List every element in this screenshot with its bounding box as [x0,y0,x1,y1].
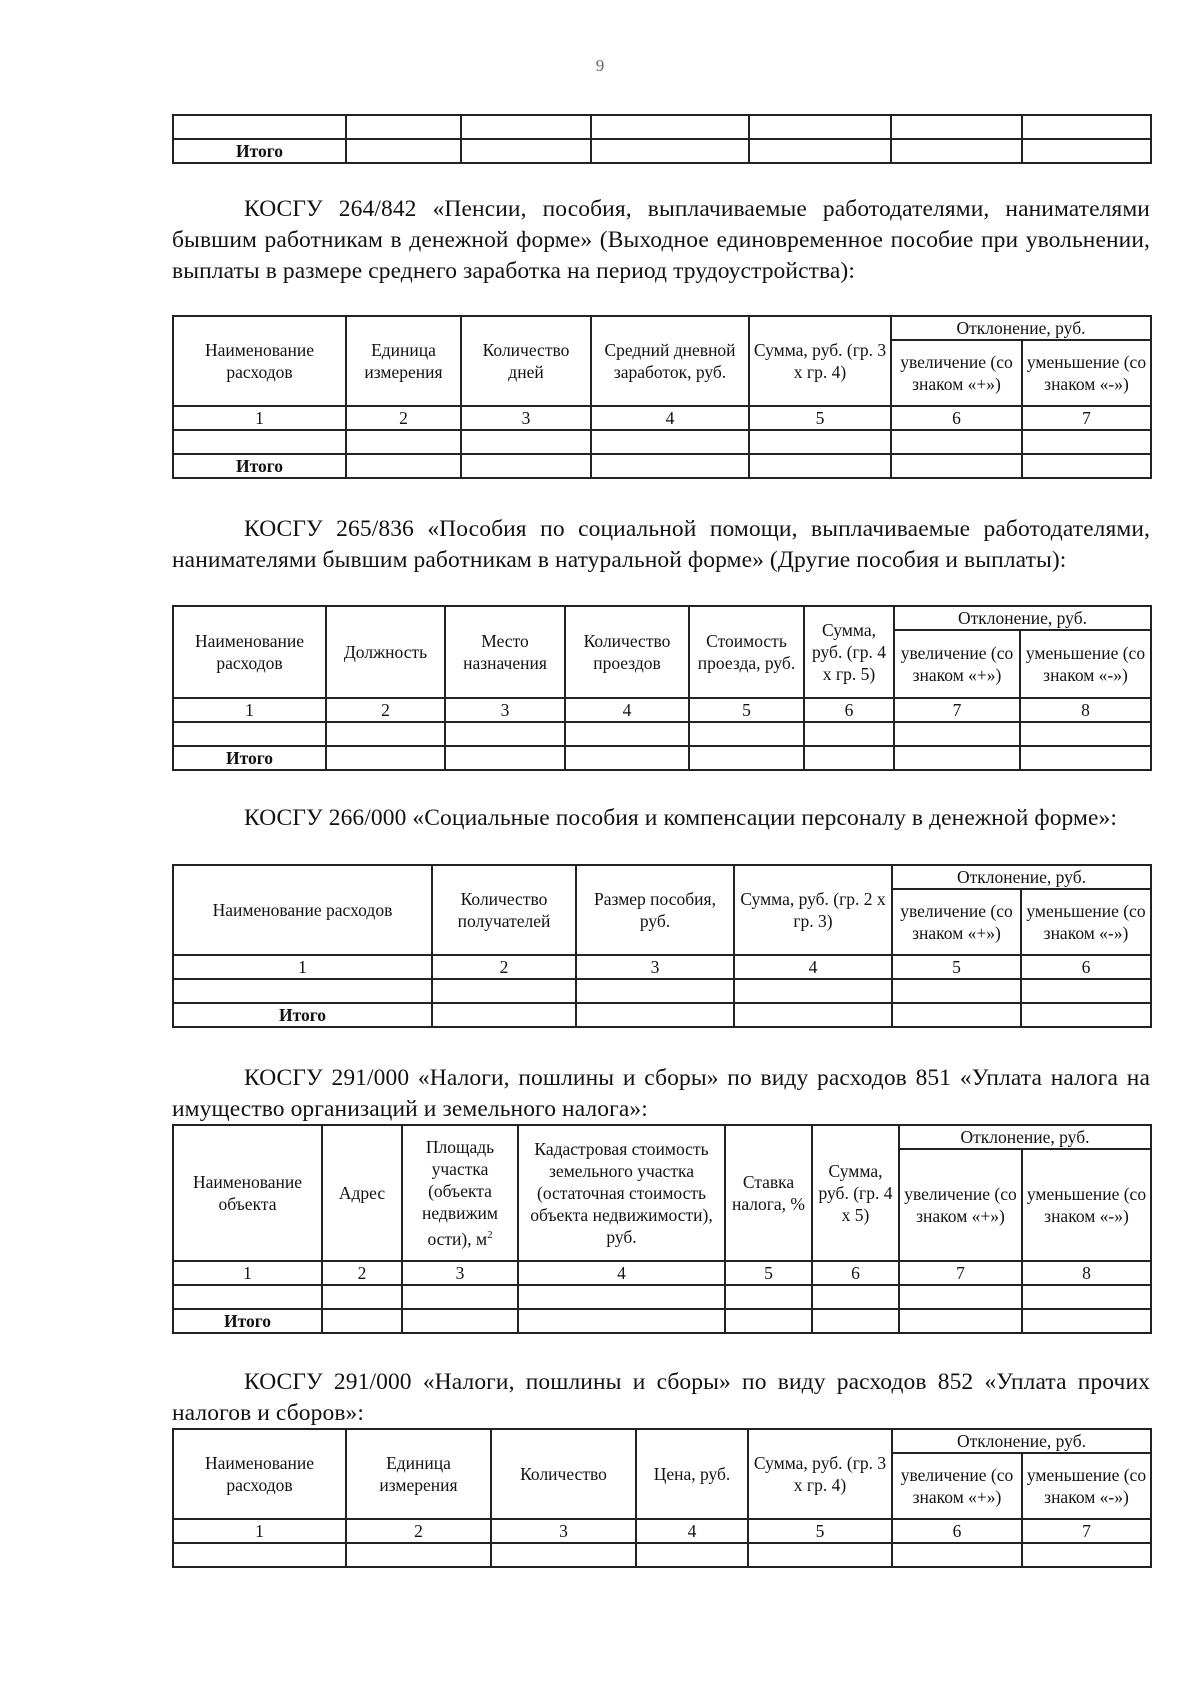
header-cell: Наименование расходов [173,1429,346,1519]
deviation-increase-header: увеличение (со знаком «+») [894,630,1020,698]
column-number: 1 [173,1261,322,1285]
column-number: 6 [804,698,894,722]
header-cell: Количество получателей [432,865,576,955]
table-266-000 [172,864,1150,1028]
column-number: 7 [1022,406,1151,430]
deviation-decrease-header: уменьшение (со знаком «-») [1022,1453,1151,1519]
header-cell: Наименование расходов [173,865,432,955]
column-number: 7 [894,698,1020,722]
column-number: 2 [432,955,576,979]
section-paragraph: КОСГУ 266/000 «Социальные пособия и компенсации персоналу в денежной форме»: [244,805,1118,831]
section-264-842 [172,194,1150,287]
column-number: 8 [1020,698,1151,722]
column-number: 3 [491,1519,636,1543]
column-number: 3 [576,955,734,979]
column-number: 1 [173,1519,346,1543]
header-cell: Сумма, руб. (гр. 3 х гр. 4) [748,1429,892,1519]
column-number: 2 [346,406,461,430]
header-cell: Сумма, руб. (гр. 4 х гр. 5) [804,606,894,698]
column-number: 7 [899,1261,1022,1285]
column-number: 5 [689,698,804,722]
column-number: 3 [402,1261,518,1285]
column-number: 1 [173,406,346,430]
header-cell: Наименование расходов [173,316,346,406]
header-cell: Стоимость проезда, руб. [689,606,804,698]
column-number: 6 [892,1519,1022,1543]
header-cell: Средний дневной заработок, руб. [591,316,749,406]
column-number: 7 [1022,1519,1151,1543]
header-cell: Должность [326,606,445,698]
total-label: Итого [173,139,346,163]
header-cell: Единица измерения [346,316,461,406]
top-continuation-table [172,114,1150,164]
column-number: 5 [749,406,891,430]
total-label: Итого [173,454,346,478]
column-number: 6 [812,1261,899,1285]
section-291-000-852 [172,1367,1150,1429]
column-number: 5 [725,1261,812,1285]
header-cell: Количество [491,1429,636,1519]
column-number: 4 [734,955,892,979]
deviation-increase-header: увеличение (со знаком «+») [899,1149,1022,1261]
area-header-cell [402,1125,518,1261]
page-number: 9 [595,56,605,75]
section-266-000 [172,803,1150,834]
deviation-header: Отклонение, руб. [891,316,1151,340]
header-cell: Размер пособия, руб. [576,865,734,955]
total-label: Итого [173,1309,322,1333]
total-label: Итого [173,1003,432,1027]
deviation-decrease-header: уменьшение (со знаком «-») [1020,630,1151,698]
header-cell: Сумма, руб. (гр. 2 х гр. 3) [734,865,892,955]
column-number: 8 [1022,1261,1151,1285]
column-number: 2 [322,1261,402,1285]
column-number: 1 [173,698,326,722]
deviation-increase-header: увеличение (со знаком «+») [891,340,1022,406]
deviation-decrease-header: уменьшение (со знаком «-») [1022,340,1151,406]
section-paragraph: КОСГУ 265/836 «Пособия по социальной помощи, выплачиваемые работодателями, нанимателями бывшим работникам в натуральной форме» (Другие пособия и выплаты): [172,516,1150,573]
section-paragraph: КОСГУ 291/000 «Налоги, пошлины и сборы» по виду расходов 851 «Уплата налога на имущество организаций и земельного налога»: [172,1065,1150,1122]
column-number: 6 [1021,955,1151,979]
header-cell: Сумма, руб. (гр. 4 х 5) [812,1125,899,1261]
header-cell: Количество проездов [565,606,689,698]
header-cell: Наименование объекта [173,1125,322,1261]
deviation-decrease-header: уменьшение (со знаком «-») [1022,1149,1151,1261]
header-text: Площадь участка (объекта недвижим ости), м [422,1137,498,1249]
header-cell: Сумма, руб. (гр. 3 х гр. 4) [749,316,891,406]
table-265-836 [172,605,1150,771]
deviation-header: Отклонение, руб. [899,1125,1151,1149]
section-paragraph: КОСГУ 264/842 «Пенсии, пособия, выплачиваемые работодателями, нанимателями бывшим работникам в денежной форме» (Выходное единовременное пособие при увольнении, выплаты в размере среднего заработка на период трудоустройства): [172,196,1150,284]
deviation-increase-header: увеличение (со знаком «+») [892,1453,1022,1519]
header-cell: Цена, руб. [636,1429,748,1519]
header-cell: Адрес [322,1125,402,1261]
column-number: 4 [518,1261,725,1285]
column-number: 5 [892,955,1021,979]
column-number: 4 [591,406,749,430]
column-number: 3 [461,406,591,430]
table-291-000-851 [172,1124,1150,1334]
total-label: Итого [173,746,326,770]
section-291-000-851 [172,1063,1150,1125]
deviation-decrease-header: уменьшение (со знаком «-») [1021,889,1151,955]
deviation-header: Отклонение, руб. [892,865,1151,889]
header-cell: Количество дней [461,316,591,406]
header-cell: Ставка налога, % [725,1125,812,1261]
column-number: 1 [173,955,432,979]
column-number: 2 [346,1519,491,1543]
column-number: 4 [636,1519,748,1543]
table-291-000-852 [172,1428,1150,1568]
column-number: 2 [326,698,445,722]
header-cell: Единица измерения [346,1429,491,1519]
deviation-increase-header: увеличение (со знаком «+») [892,889,1021,955]
header-cell: Кадастровая стоимость земельного участка (остаточная стоимость объекта недвижимости), руб. [518,1125,725,1261]
column-number: 5 [748,1519,892,1543]
column-number: 6 [891,406,1022,430]
section-265-836 [172,514,1150,576]
header-cell: Место назначения [445,606,565,698]
deviation-header: Отклонение, руб. [892,1429,1151,1453]
column-number: 3 [445,698,565,722]
deviation-header: Отклонение, руб. [894,606,1151,630]
header-cell: Наименование расходов [173,606,326,698]
table-264-842 [172,315,1150,479]
column-number: 4 [565,698,689,722]
area-superscript: 2 [487,1229,493,1242]
section-paragraph: КОСГУ 291/000 «Налоги, пошлины и сборы» по виду расходов 852 «Уплата прочих налогов и сборов»: [172,1369,1150,1426]
